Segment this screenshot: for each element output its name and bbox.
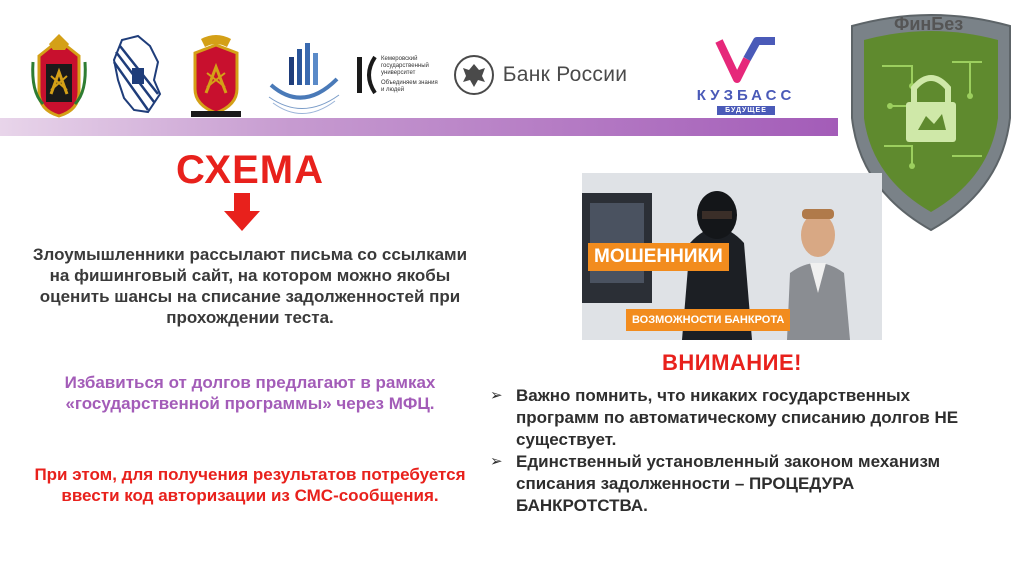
list-item — [488, 451, 968, 517]
regional-financial-literacy-center-logo — [258, 30, 348, 120]
banner-bankruptcy: ВОЗМОЖНОСТИ БАНКРОТА — [626, 309, 790, 331]
fraud-illustration-photo — [582, 173, 882, 340]
list-item-text: Важно помнить, что никаких государственных программ по автоматическому списанию долгов НЕ существует. — [516, 386, 959, 449]
sms-code-warning: При этом, для получения результатов потребуется ввести код авторизации из СМС-сообщения. — [34, 465, 466, 505]
double-headed-eagle-icon — [453, 54, 495, 96]
chevron-bullet-icon: ➢ — [490, 453, 503, 470]
scheme-title: СХЕМА — [176, 148, 324, 192]
header-divider-bar — [0, 118, 838, 136]
list-item-text: Единственный установленный законом механизм списания задолженности – ПРОЦЕДУРА БАНКРОТСТВА. — [516, 452, 941, 515]
kuzbass-v-icon — [711, 35, 781, 87]
bank-of-russia-logo — [440, 30, 640, 120]
warning-list — [488, 385, 968, 517]
down-arrow-icon — [224, 193, 260, 236]
chevron-bullet-icon: ➢ — [490, 387, 503, 404]
kemerovo-state-university-logo — [356, 30, 440, 120]
debt-relief-offer: Избавиться от долгов предлагают в рамках «государственной программы» через МФЦ. — [64, 373, 436, 413]
bank-name: Банк России — [502, 63, 628, 86]
scheme-description: Злоумышленники рассылают письма со ссылками на фишинговый сайт, на котором можно якобы оценить шансы на списание задолженностей при прохождении теста. — [32, 245, 468, 327]
attention-heading: ВНИМАНИЕ! — [661, 350, 802, 375]
kemgu-name: Кемеровский государственный университет — [381, 56, 429, 76]
police-emblem — [180, 30, 252, 120]
kemerovo-region-coat-of-arms — [24, 30, 94, 120]
banner-fraudsters: МОШЕННИКИ — [588, 243, 729, 271]
kemgu-mark-icon — [355, 53, 377, 97]
kuzbass-subtitle: БУДУЩЕЕ — [717, 106, 775, 115]
kemgu-tagline: Объединяем знания и людей — [381, 80, 438, 93]
kuzbass-map-emblem — [106, 30, 168, 120]
kuzbass-future-logo — [684, 30, 808, 120]
kuzbass-text: КУЗБАСС — [696, 87, 796, 104]
list-item — [488, 385, 968, 451]
finbez-title: ФинБез — [894, 14, 964, 34]
